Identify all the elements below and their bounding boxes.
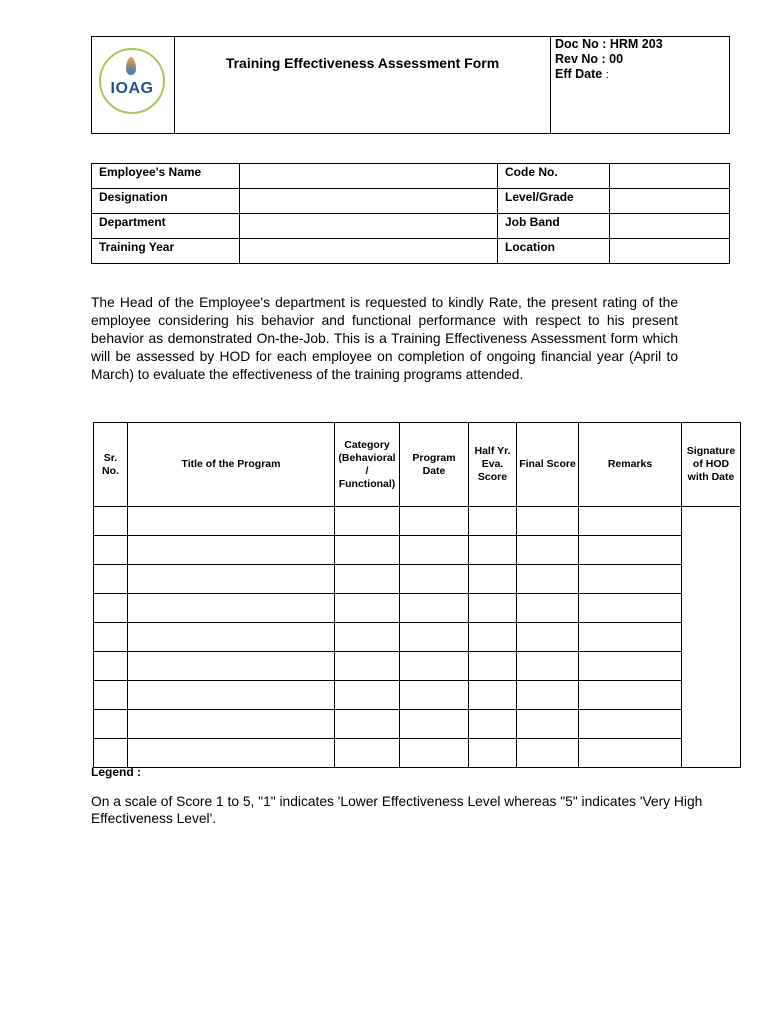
form-title: Training Effectiveness Assessment Form: [225, 55, 500, 71]
table-cell-field[interactable]: [128, 710, 335, 739]
form-title-cell: [175, 37, 551, 134]
table-cell-field[interactable]: [335, 536, 400, 565]
table-cell-field[interactable]: [579, 710, 682, 739]
table-cell-field[interactable]: [579, 565, 682, 594]
table-cell-field[interactable]: [579, 681, 682, 710]
table-cell-field[interactable]: [94, 594, 128, 623]
table-cell-field[interactable]: [469, 681, 517, 710]
table-cell-field[interactable]: [94, 681, 128, 710]
table-cell-field[interactable]: [579, 652, 682, 681]
table-cell-field[interactable]: [128, 623, 335, 652]
logo-cell: [92, 37, 175, 134]
table-row: [94, 565, 741, 594]
rev-no: Rev No : 00: [555, 52, 624, 66]
table-cell-field[interactable]: [517, 623, 579, 652]
table-cell-field[interactable]: [400, 594, 469, 623]
table-row: [94, 536, 741, 565]
logo-text: IOAG: [110, 80, 154, 97]
table-cell-field[interactable]: [579, 536, 682, 565]
table-cell-field[interactable]: [517, 536, 579, 565]
legend-label: Legend :: [91, 765, 141, 779]
info-value-field[interactable]: [610, 189, 730, 214]
table-cell-field[interactable]: [517, 681, 579, 710]
table-cell-field[interactable]: [335, 681, 400, 710]
table-cell-field[interactable]: [579, 507, 682, 536]
info-value-field[interactable]: [610, 239, 730, 264]
table-cell-field[interactable]: [469, 623, 517, 652]
table-cell-field[interactable]: [400, 681, 469, 710]
hod-signature-field[interactable]: [682, 507, 741, 768]
program-table-body: [94, 507, 741, 768]
info-label: Location: [498, 239, 610, 264]
table-cell-field[interactable]: [335, 623, 400, 652]
table-cell-field[interactable]: [400, 710, 469, 739]
table-cell-field[interactable]: [335, 739, 400, 768]
table-cell-field[interactable]: [517, 507, 579, 536]
col-header-signature: Signature of HOD with Date: [682, 423, 741, 507]
table-cell-field[interactable]: [335, 565, 400, 594]
info-label: Employee's Name: [92, 164, 240, 189]
table-cell-field[interactable]: [400, 536, 469, 565]
table-cell-field[interactable]: [94, 507, 128, 536]
table-cell-field[interactable]: [128, 565, 335, 594]
legend-text: On a scale of Score 1 to 5, "1" indicates 'Lower Effectiveness Level whereas "5" indicates 'Very High Effectiveness Level'.: [91, 794, 703, 826]
table-row: [94, 507, 741, 536]
program-table: [93, 422, 741, 768]
table-cell-field[interactable]: [469, 594, 517, 623]
doc-info-cell: [551, 37, 730, 134]
table-cell-field[interactable]: [128, 594, 335, 623]
info-value-field[interactable]: [610, 214, 730, 239]
info-value-field[interactable]: [240, 164, 498, 189]
table-cell-field[interactable]: [517, 739, 579, 768]
col-header-title: Title of the Program: [128, 423, 335, 507]
table-cell-field[interactable]: [517, 710, 579, 739]
table-cell-field[interactable]: [94, 536, 128, 565]
table-row: [94, 681, 741, 710]
table-cell-field[interactable]: [128, 739, 335, 768]
flame-icon: [126, 57, 136, 75]
table-cell-field[interactable]: [94, 623, 128, 652]
table-cell-field[interactable]: [517, 652, 579, 681]
info-label: Department: [92, 214, 240, 239]
employee-info-table: [91, 163, 730, 264]
company-logo: [99, 48, 165, 114]
table-cell-field[interactable]: [579, 623, 682, 652]
table-cell-field[interactable]: [335, 652, 400, 681]
info-label: Designation: [92, 189, 240, 214]
table-cell-field[interactable]: [128, 681, 335, 710]
col-header-half-yr-score: Half Yr. Eva. Score: [469, 423, 517, 507]
info-value-field[interactable]: [240, 239, 498, 264]
table-cell-field[interactable]: [94, 739, 128, 768]
table-cell-field[interactable]: [579, 739, 682, 768]
info-row: [92, 214, 730, 239]
col-header-final-score: Final Score: [517, 423, 579, 507]
info-label: Code No.: [498, 164, 610, 189]
table-cell-field[interactable]: [94, 652, 128, 681]
col-header-program-date: Program Date: [400, 423, 469, 507]
table-cell-field[interactable]: [94, 710, 128, 739]
info-label: Level/Grade: [498, 189, 610, 214]
table-cell-field[interactable]: [579, 594, 682, 623]
col-header-sr-no: Sr. No.: [94, 423, 128, 507]
table-cell-field[interactable]: [517, 594, 579, 623]
program-table-header: [94, 423, 741, 507]
table-row: [94, 594, 741, 623]
table-cell-field[interactable]: [400, 623, 469, 652]
info-label: Training Year: [92, 239, 240, 264]
table-cell-field[interactable]: [469, 739, 517, 768]
table-cell-field[interactable]: [469, 652, 517, 681]
doc-no: Doc No : HRM 203: [555, 37, 663, 51]
table-cell-field[interactable]: [128, 652, 335, 681]
table-row: [94, 652, 741, 681]
info-value-field[interactable]: [240, 189, 498, 214]
table-cell-field[interactable]: [400, 739, 469, 768]
info-value-field[interactable]: [610, 164, 730, 189]
info-label: Job Band: [498, 214, 610, 239]
table-cell-field[interactable]: [400, 507, 469, 536]
table-cell-field[interactable]: [469, 536, 517, 565]
table-row: [94, 623, 741, 652]
table-cell-field[interactable]: [128, 536, 335, 565]
table-cell-field[interactable]: [517, 565, 579, 594]
info-row: [92, 164, 730, 189]
table-cell-field[interactable]: [335, 507, 400, 536]
table-row: [94, 710, 741, 739]
info-value-field[interactable]: [240, 214, 498, 239]
table-cell-field[interactable]: [469, 710, 517, 739]
eff-date-label: Eff Date: [555, 67, 603, 81]
eff-date: [555, 67, 725, 83]
info-row: [92, 189, 730, 214]
table-cell-field[interactable]: [335, 710, 400, 739]
info-row: [92, 239, 730, 264]
table-cell-field[interactable]: [94, 565, 128, 594]
table-cell-field[interactable]: [335, 594, 400, 623]
table-cell-field[interactable]: [469, 565, 517, 594]
instructions-paragraph: The Head of the Employee's department is requested to kindly Rate, the present rating of the employee considering his behavior and functional performance with respect to his present behavior as demonstrated On-the-Job. This is a Training Effectiveness Assessment form which will be assessed by HOD for each employee on completion of ongoing financial year (April to March) to evaluate the effectiveness of the training programs attended.: [91, 295, 678, 382]
table-cell-field[interactable]: [400, 652, 469, 681]
table-cell-field[interactable]: [400, 565, 469, 594]
eff-date-sep: :: [605, 69, 609, 81]
table-cell-field[interactable]: [128, 507, 335, 536]
col-header-category: Category (Behavioral / Functional): [335, 423, 400, 507]
table-cell-field[interactable]: [469, 507, 517, 536]
document-header: [91, 36, 730, 134]
table-row: [94, 739, 741, 768]
col-header-remarks: Remarks: [579, 423, 682, 507]
